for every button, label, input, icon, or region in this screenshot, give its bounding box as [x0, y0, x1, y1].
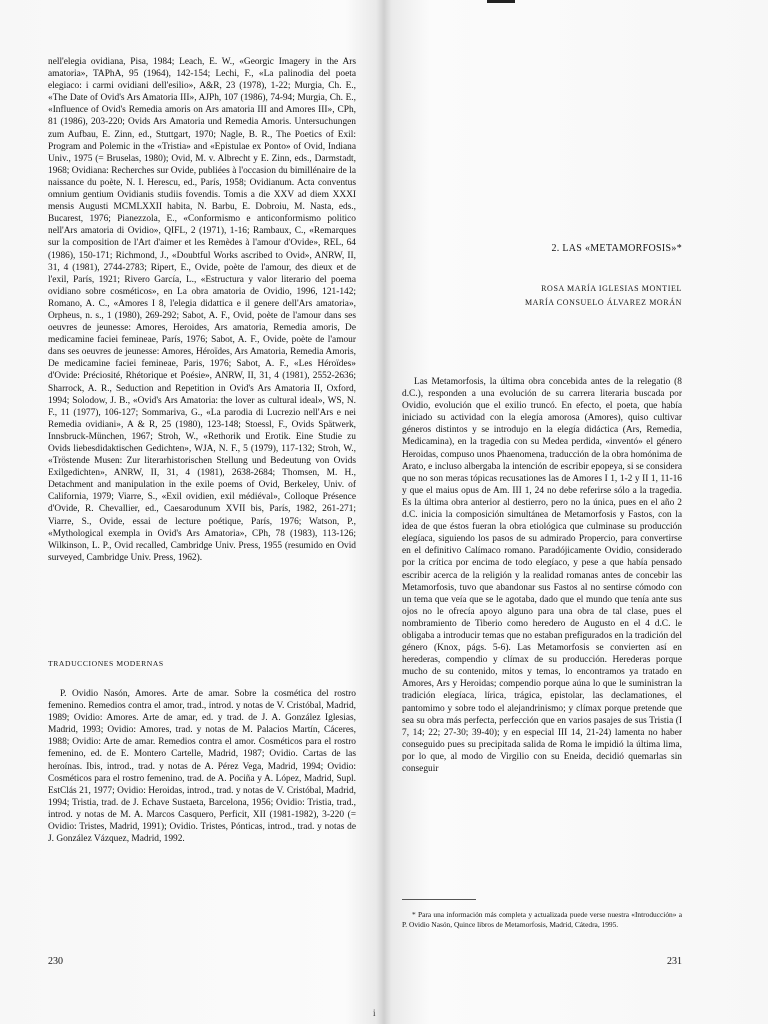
- body-paragraph: Las Metamorfosis, la última obra concebida antes de la relegatio (8 d.C.), responden a una evolución de su carrera literaria buscada por Ovidio, evolución que el exilio truncó. En efecto, el poeta, que había iniciado su actividad con la elegía amorosa (Amores), quiso cultivar géneros distintos y se introdujo en la elegía didáctica (Ars, Remedia, Medicamina), en la tragedia con su Medea perdida, «inventó» el género Heroidas, compuso unos Phaenomena, traducción de la obra homónima de Arato, e incluso albergaba la intención de escribir epopeya, si se considera que no son meras tópicas recusationes las de Amores I 1, 1-2 y II 1, 11-16 y que el maius opus de Am. III 1, 24 no debe referirse sólo a la tragedia. Es la última obra anterior al destierro, pero no la única, pues en el año 2 d.C. inicia la composición simultánea de Metamorfosis y Fastos, con la idea de que éstos fueran la obra etiológica que culminase su producción elegíaca, siguiendo los pasos de su admirado Propercio, para convertirse en el definitivo Calímaco romano. Paradójicamente Ovidio, considerado por la crítica por encima de todo elegíaco, y pese a que había pensado escribir acerca de la religión y la realidad romanas antes de concebir las Metamorfosis, tuvo que abandonar sus Fastos al no sentirse cómodo con un tema que veía que se le agotaba, dado que el mundo que tenía ante sus ojos no le ofrecía apoyo alguno para una obra de tal clase, pues el nombramiento de Tiberio como heredero de Augusto en el 4 d.C. le obligaba a introducir temas que no estaban prefigurados en la tradición del género (Knox, págs. 5-6). Las Metamorfosis se convierten así en herederas, compendio y clímax de su producción. Herederas porque mucho de su contenido, mitos y temas, lo encontramos ya tratado en Amores, Ars y Heroidas; compendio porque aúna lo que le suministran la tradición elegíaca, lírica, trágica, epistolar, las declamationes, el pantomimo y sobre todo el alejandrinismo; y clímax porque pretende que sea su obra más perfecta, perfección que en varios pasajes de sus Tristia (I 7, 14; 22; 27-30; 39-40); y en especial III 14, 21-24) lamenta no haber conseguido pues su precipitada salida de Roma le impidió la última lima, por lo que, al modo de Virgilio con su Eneida, decidió quemarlas sin conseguir: [402, 377, 682, 774]
- footnote-divider: [402, 899, 476, 900]
- translations-text: P. Ovidio Nasón, Amores. Arte de amar. Sobre la cosmética del rostro femenino. Remedios contra el amor, trad., introd. y notas de V. Cristóbal, Madrid, 1989; Ovidio: Amores. Arte de amar, ed. y trad. de J. A. González Iglesias, Madrid, 1993; Ovidio: Amores, trad. y notas de M. Palacios Martín, Cáceres, 1988; Ovidio: Arte de amar. Remedios contra el amor. Cosméticos para el rostro femenino, ed. de E. Montero Cartelle, Madrid, 1987; Ovidio. Cartas de las heroínas. Ibis, introd., trad. y notas de A. Pérez Vega, Madrid, 1994; Ovidio: Cosméticos para el rostro femenino, trad. de A. Pociña y A. López, Madrid, Supl. EstClás 21, 1977; Ovidio: Heroidas, introd., trad. y notas de V. Cristóbal, Madrid, 1994; Tristia, trad. de J. Echave Sustaeta, Barcelona, 1956; Ovidio: Tristia, trad., introd. y notas de M. A. Marcos Casquero, Perficit, XII (1981-1982), 3-220 (= Ovidio: Tristes, Madrid, 1991); Ovidio. Tristes, Pónticas, introd., trad. y notas de J. González Vázquez, Madrid, 1992.: [48, 689, 356, 845]
- footnote-block: [402, 910, 682, 930]
- bibliography-text: nell'elegia ovidiana, Pisa, 1984; Leach, E. W., «Georgic Imagery in the Ars amatoria», TAPhA, 95 (1964), 142-154; Lechi, F., «La palinodia del poeta elegiaco: i carmi ovidiani dell'esilio», A&R, 23 (1978), 1-22; Murgia, Ch. E., «The Date of Ovid's Ars Amatoria III», AJPh, 107 (1986), 74-94; Murgia, Ch. E., «Influence of Ovid's Remedia amoris on Ars amatoria III and Amores III», CPh, 81 (1986), 203-220; Ovids Ars Amatoria und Remedia Amoris. Untersuchungen zum Aufbau, E. Zinn, ed., Stuttgart, 1970; Nagle, B. R., The Poetics of Exil: Program and Polemic in the «Tristia» and «Epistulae ex Ponto» of Ovid, Indiana Univ., 1975 (= Bruselas, 1980); Ovid, M. v. Albrecht y E. Zinn, eds., Darmstadt, 1968; Ovidiana: Recherches sur Ovide, publiées à l'occasion du bimillénaire de la naissance du poète, N. I. Herescu, ed., París, 1958; Ovidianum. Acta conventus omnium gentium Ovidianis studiis fovendis. Tomis a die XXV ad diem XXXI mensis Augusti MCMLXXII habita, N. Barbu, E. Dobroiu, M. Nasta, eds., Bucarest, 1976; Pianezzola, E., «Conformismo e anticonformismo politico nell'Ars amatoria di Ovidio», QIFL, 2 (1971), 1-16; Rambaux, C., «Remarques sur la composition de l'Art d'aimer et les Remèdes à l'amour d'Ovide», REL, 64 (1986), 150-171; Richmond, J., «Doubtful Works ascribed to Ovid», ANRW, II, 31, 4 (1981), 2744-2783; Ripert, E., Ovide, poète de l'amour, des dieux et de l'exil, París, 1921; Rivero García, L., «Estructura y valor literario del poema ovidiano sobre cosméticos», en La obra amatoria de Ovidio, 1996, 121-142; Romano, A. C., «Amores I 8, l'elegia didattica e il genere dell'Ars amatoria», Orpheus, n. s., 1 (1980), 269-292; Sabot, A. F., Ovid, poète de l'amour dans ses oeuvres de jeunesse: Amores, Heroides, Ars amatoria, Remedia amoris, De medicamine faciei femineae, París, 1976; Sabot, A. F., Ovide, poète de l'amour dans ses oeuvres de jeunesse: Amores, Héroïdes, Ars Amatoria, Remedia Amoris, De medicamine faciei femineae, Paris, 1976; Sabot, A. F., «Les Héroïdes» d'Ovide: Préciosité, Rhétorique et Poésie», ANRW, II, 31, 4 (1981), 2552-2636; Sharrock, A. R., Seduction and Repetition in Ovid's Ars Amatoria II, Oxford, 1994; Solodow, J. B., «Ovid's Ars Amatoria: the lover as cultural ideal», WS, N. F., 11 (1977), 106-127; Sommariva, G., «La parodia di Lucrezio nell'Ars e nei Remedia ovidiani», A & R, 25 (1980), 123-148; Stoessl, F., Ovids Spätwerk, Innsbruck-München, 1967; Stroh, W., «Rethorik und Erotik. Eine Studie zu Ovids liebesdidaktischen Gedichten», WJA, N. F., 5 (1979), 117-132; Stroh, W., «Tröstende Musen: Zur literarhistorischen Stellung und Bedeutung von Ovids Exilgedichten», ANRW, II, 31, 4 (1981), 2638-2684; Thomsen, M. H., Detachment and manipulation in the exile poems of Ovid, Berkeley, Univ. of California, 1979; Viarre, S., «Exil ovidien, exil médiéval», Colloque Présence d'Ovide, R. Chevallier, ed., Caesarodunum XVII bis, París, 1982, 261-271; Viarre, S., Ovide, essai de lecture poétique, París, 1976; Watson, P., «Mythological exempla in Ovid's Ars Amatoria», CPh, 78 (1983), 113-126; Wilkinson, L. P., Ovid recalled, Cambridge Univ. Press, 1955 (resumido en Ovid surveyed, Cambridge Univ. Press, 1962).: [48, 57, 356, 563]
- author-2: MARÍA CONSUELO ÁLVAREZ MORÁN: [524, 298, 682, 307]
- chapter-body: [402, 376, 682, 775]
- right-page: [384, 0, 768, 1024]
- bibliography-block: [48, 56, 356, 564]
- translations-block: [48, 688, 356, 845]
- gutter-mark: i: [373, 1008, 376, 1018]
- page-number-right: 231: [667, 956, 682, 967]
- footnote-text: * Para una información más completa y actualizada puede verse nuestra «Introducción» a P. Ovidio Nasón, Quince libros de Metamorfosis, Madrid, Cátedra, 1995.: [402, 910, 682, 929]
- page-number-left: 230: [48, 956, 63, 967]
- section-heading-translations: TRADUCCIONES MODERNAS: [48, 659, 164, 668]
- author-1: ROSA MARÍA IGLESIAS MONTIEL: [541, 284, 682, 293]
- chapter-title: 2. LAS «METAMORFOSIS»*: [551, 243, 682, 254]
